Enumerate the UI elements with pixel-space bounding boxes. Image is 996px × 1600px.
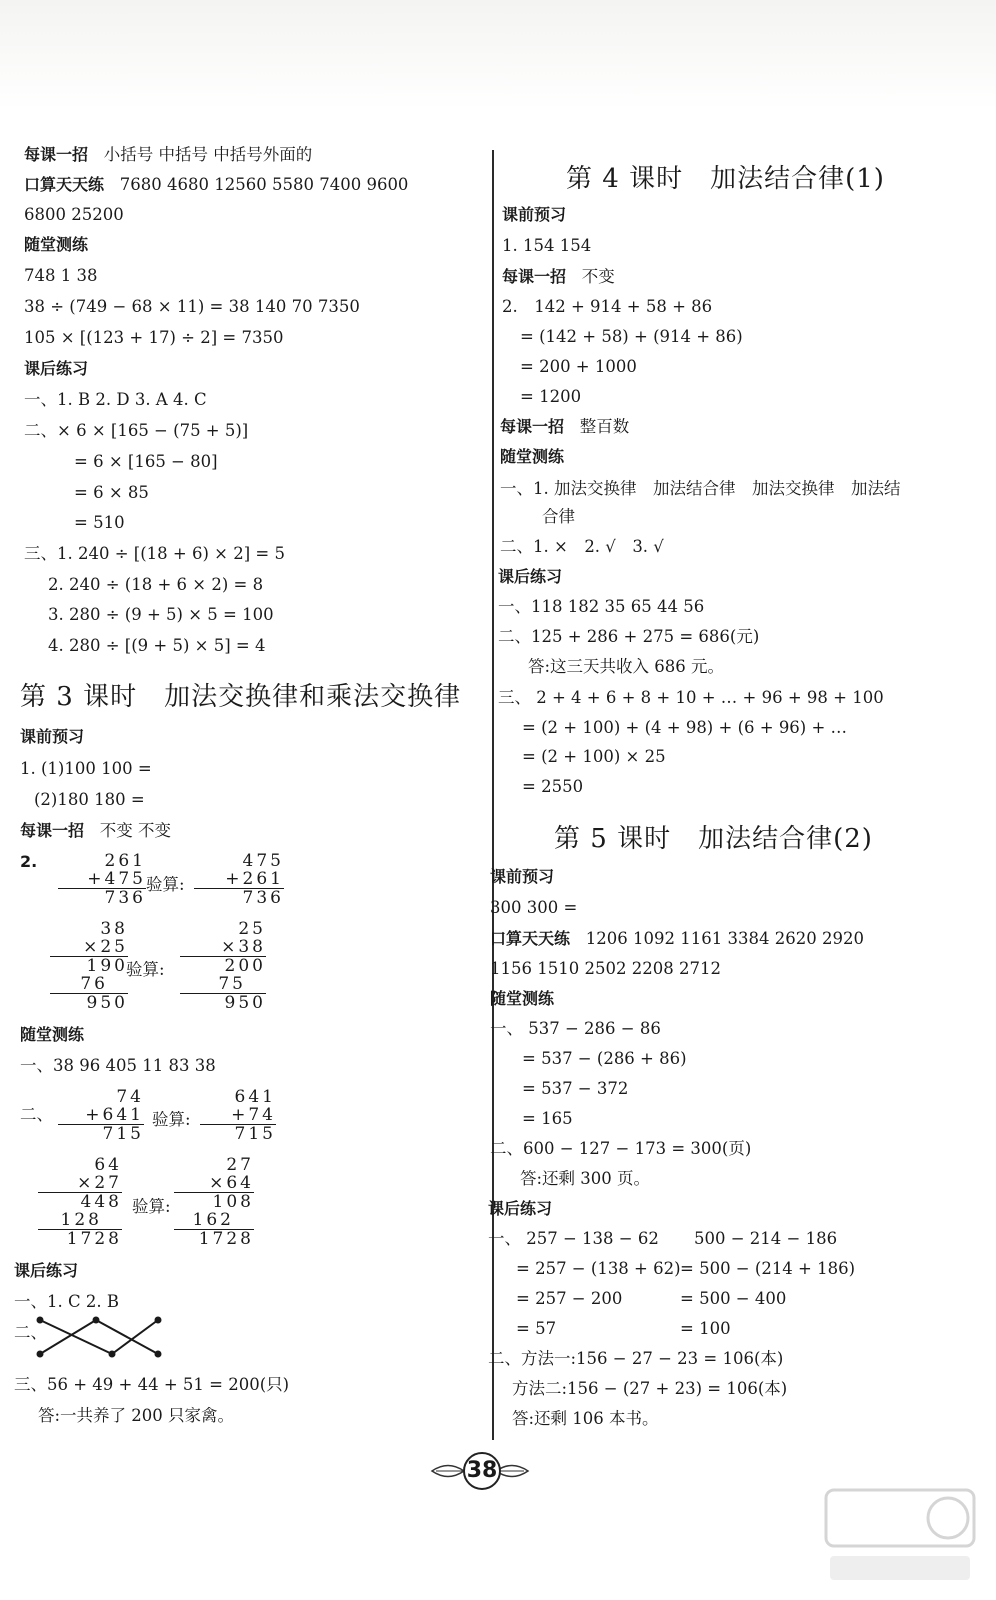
vertical-calc: 475 +261 736 <box>194 852 284 907</box>
line: 一、1. 加法交换律 加法结合律 加法交换律 加法结 <box>500 479 901 498</box>
line: = 500 − (214 + 186) <box>680 1259 856 1278</box>
matching-lines-drawing <box>36 1316 166 1358</box>
watermark-logo-icon <box>820 1480 980 1590</box>
line: = 6 × [165 − 80] <box>74 452 218 471</box>
line: = 500 − 400 <box>680 1289 787 1308</box>
line: 合律 <box>542 507 575 526</box>
line: 38 ÷ (749 − 68 × 11) = 38 140 70 7350 <box>24 297 360 316</box>
line-ks1-cont: 6800 25200 <box>24 205 124 224</box>
line: 二、 <box>20 1105 53 1124</box>
section-label: 课前预习 <box>490 867 555 886</box>
line-mk1: 每课一招 小括号 中括号 中括号外面的 <box>24 145 313 164</box>
check-label: 验算: <box>126 960 165 979</box>
line: 一、38 96 405 11 83 38 <box>20 1056 216 1075</box>
line: 4. 280 ÷ [(9 + 5) × 5] = 4 <box>48 636 266 655</box>
answer-line: 答:还剩 106 本书。 <box>512 1409 659 1428</box>
line: = 257 − (138 + 62) <box>516 1259 681 1278</box>
line: 二、1. × 2. √ 3. √ <box>500 537 664 556</box>
line: = (142 + 58) + (914 + 86) <box>520 327 743 346</box>
line: 二、125 + 286 + 275 = 686(元) <box>498 627 760 646</box>
line-mk3: 每课一招 不变 <box>502 267 615 286</box>
vertical-calc: 261 +475 736 <box>58 852 146 907</box>
line-ks1: 口算天天练 7680 4680 12560 5580 7400 9600 <box>24 175 409 194</box>
line: = 165 <box>522 1109 573 1128</box>
line: = 100 <box>680 1319 731 1338</box>
line: = 537 − 372 <box>522 1079 629 1098</box>
section-label: 随堂测练 <box>20 1025 85 1044</box>
line: 1. (1)100 100 = <box>20 759 152 778</box>
vertical-calc: 64 ×27 448 128 1728 <box>38 1156 122 1248</box>
check-label: 验算: <box>146 875 185 894</box>
line: 三、56 + 49 + 44 + 51 = 200(只) <box>14 1375 290 1394</box>
section-label: 课前预习 <box>20 727 85 746</box>
line: 一、 257 − 138 − 62 <box>488 1229 659 1248</box>
section-label: 课前预习 <box>502 205 567 224</box>
line: 105 × [(123 + 17) ÷ 2] = 7350 <box>24 328 284 347</box>
vertical-calc: 25 ×38 200 75 950 <box>180 920 266 1012</box>
line: = (2 + 100) + (4 + 98) + (6 + 96) + … <box>522 718 848 737</box>
answer-line: 答:这三天共收入 686 元。 <box>528 657 725 676</box>
section-label: 课后练习 <box>14 1261 79 1280</box>
line-mk2: 每课一招 不变 不变 <box>20 821 172 840</box>
section-label: 课后练习 <box>488 1199 553 1218</box>
line-ks2: 口算天天练 1206 1092 1161 3384 2620 2920 <box>490 929 864 948</box>
page-number-badge <box>430 1448 530 1492</box>
line: 二、方法一:156 − 27 − 23 = 106(本) <box>488 1349 784 1368</box>
line: 三、1. 240 ÷ [(18 + 6) × 2] = 5 <box>24 544 285 563</box>
answer-line: 答:还剩 300 页。 <box>520 1169 651 1188</box>
line: 3. 280 ÷ (9 + 5) × 5 = 100 <box>48 605 274 624</box>
line: = 57 <box>516 1319 557 1338</box>
line: = 257 − 200 <box>516 1289 623 1308</box>
answer-line: 答:一共养了 200 只家禽。 <box>38 1406 235 1425</box>
line: 二、600 − 127 − 173 = 300(页) <box>490 1139 752 1158</box>
vertical-calc: 74 +641 715 <box>58 1088 144 1143</box>
line: 748 1 38 <box>24 266 98 285</box>
vertical-calc: 27 ×64 108 162 1728 <box>174 1156 254 1248</box>
check-label: 验算: <box>152 1110 191 1129</box>
line: 一、118 182 35 65 44 56 <box>498 597 705 616</box>
line: = 510 <box>74 513 125 532</box>
section-label: 随堂测练 <box>24 235 89 254</box>
line-mk4: 每课一招 整百数 <box>500 417 630 436</box>
line: = 537 − (286 + 86) <box>522 1049 687 1068</box>
line: 300 300 = <box>490 898 578 917</box>
line: = 2550 <box>522 777 584 796</box>
line: 三、 2 + 4 + 6 + 8 + 10 + … + 96 + 98 + 100 <box>498 688 884 707</box>
lesson-title: 第 5 课时 加法结合律(2) <box>554 824 873 854</box>
page-number: 38 <box>463 1452 501 1490</box>
line: = 1200 <box>520 387 582 406</box>
line: 一、1. B 2. D 3. A 4. C <box>24 390 207 409</box>
section-label: 随堂测练 <box>490 989 555 1008</box>
line: 二、 <box>14 1323 47 1342</box>
line: 方法二:156 − (27 + 23) = 106(本) <box>512 1379 788 1398</box>
section-label: 课后练习 <box>498 567 563 586</box>
vertical-calc: 38 ×25 190 76 950 <box>50 920 128 1012</box>
line: (2)180 180 = <box>34 790 145 809</box>
line: 1156 1510 2502 2208 2712 <box>490 959 721 978</box>
line: 1. 154 154 <box>502 236 592 255</box>
line: 500 − 214 − 186 <box>694 1229 838 1248</box>
line: = 200 + 1000 <box>520 357 637 376</box>
line: 二、× 6 × [165 − (75 + 5)] <box>24 421 249 440</box>
line: = 6 × 85 <box>74 483 149 502</box>
section-label: 课后练习 <box>24 359 89 378</box>
lesson-title: 第 3 课时 加法交换律和乘法交换律 <box>20 682 462 712</box>
line: 2. 142 + 914 + 58 + 86 <box>502 297 713 316</box>
line: = (2 + 100) × 25 <box>522 747 666 766</box>
line: 一、 537 − 286 − 86 <box>490 1019 661 1038</box>
lesson-title: 第 4 课时 加法结合律(1) <box>566 164 885 194</box>
line: 2. 240 ÷ (18 + 6 × 2) = 8 <box>48 575 264 594</box>
check-label: 验算: <box>132 1197 171 1216</box>
section-label: 随堂测练 <box>500 447 565 466</box>
vertical-calc: 641 +74 715 <box>200 1088 276 1143</box>
item-number: 2. <box>20 852 38 871</box>
line: 一、1. C 2. B <box>14 1292 119 1311</box>
